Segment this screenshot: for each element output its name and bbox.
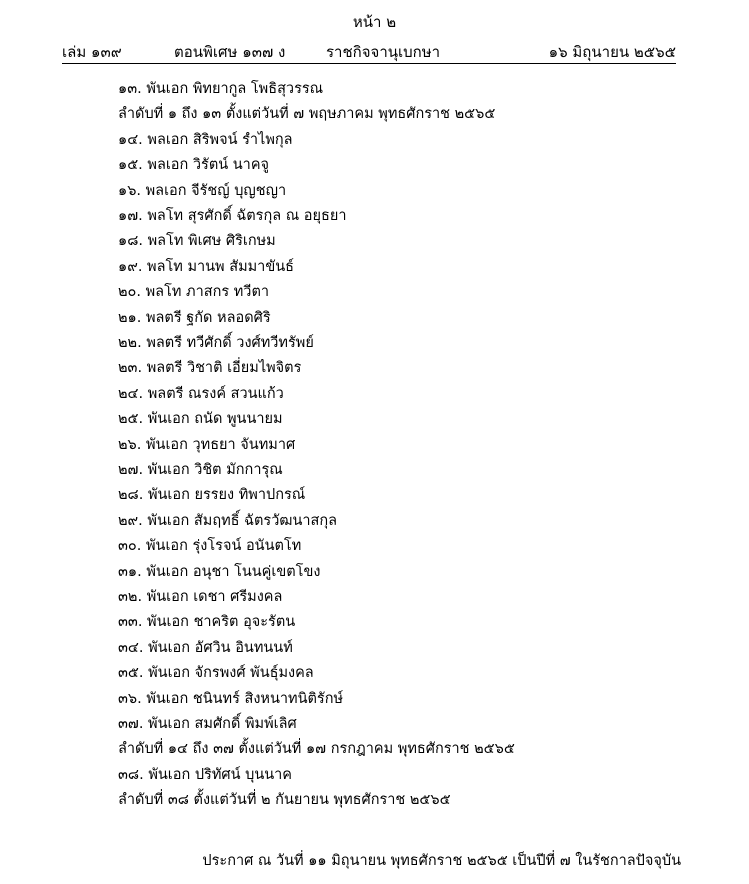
- list-item: ๑๙. พลโท มานพ สัมมาขันธ์: [118, 259, 295, 275]
- list-item: ๒๗. พันเอก วิชิต มักการุณ: [118, 462, 283, 478]
- list-item: ๑๕. พลเอก วิรัตน์ นาคจู: [118, 157, 270, 173]
- list-item: ๒๐. พลโท ภาสกร ทวีตา: [118, 284, 270, 300]
- list-item: ๓๕. พันเอก จักรพงศ์ พันธุ์มงคล: [118, 665, 314, 681]
- list-item: ๓๒. พันเอก เดชา ศรีมงคล: [118, 589, 283, 605]
- effective-date-line: ลำดับที่ ๓๘ ตั้งแต่วันที่ ๒ กันยายน พุทธศักราช ๒๕๖๕: [118, 792, 451, 808]
- header-issue: ตอนพิเศษ ๑๓๗ ง: [174, 43, 286, 61]
- list-item: ๓๐. พันเอก รุ่งโรจน์ อนันตโท: [118, 538, 302, 554]
- list-item: ๓๗. พันเอก สมศักดิ์ พิมพ์เลิศ: [118, 716, 297, 732]
- list-item: ๒๕. พันเอก ถนัด พูนนายม: [118, 411, 283, 427]
- list-item: ๒๒. พลตรี ทวีศักดิ์ วงศ์ทวีทรัพย์: [118, 335, 314, 351]
- list-item: ๒๘. พันเอก ยรรยง ทิพาปกรณ์: [118, 487, 306, 503]
- list-item: ๑๓. พันเอก พิทยากูล โพธิสุวรรณ: [118, 81, 324, 97]
- list-item: ๑๖. พลเอก จีรัชญ์ บุญชญา: [118, 183, 287, 199]
- header-publication: ราชกิจจานุเบกษา: [326, 43, 441, 61]
- list-item: ๒๑. พลตรี ฐกัด หลอดศิริ: [118, 310, 271, 326]
- effective-date-line: ลำดับที่ ๑ ถึง ๑๓ ตั้งแต่วันที่ ๗ พฤษภาคม พุทธศักราช ๒๕๖๕: [118, 106, 496, 122]
- header-volume: เล่ม ๑๓๙: [62, 43, 122, 61]
- list-item: ๓๑. พันเอก อนุชา โนนคู่เขตโขง: [118, 564, 321, 580]
- list-item: ๑๘. พลโท พิเศษ ศิริเกษม: [118, 233, 276, 249]
- effective-date-line: ลำดับที่ ๑๔ ถึง ๓๗ ตั้งแต่วันที่ ๑๗ กรกฎาคม พุทธศักราช ๒๕๖๕: [118, 741, 515, 757]
- list-item: ๒๖. พันเอก วุทธยา จันทมาศ: [118, 437, 296, 453]
- proclamation-date: ประกาศ ณ วันที่ ๑๑ มิถุนายน พุทธศักราช ๒๕๖๕ เป็นปีที่ ๗ ในรัชกาลปัจจุบัน: [202, 853, 681, 869]
- gazette-header: [62, 40, 676, 60]
- list-item: ๒๓. พลตรี วิชาติ เอี่ยมไพจิตร: [118, 360, 302, 376]
- list-item: ๓๖. พันเอก ชนินทร์ สิงหนาทนิติรักษ์: [118, 691, 344, 707]
- header-rule: [62, 63, 676, 64]
- list-item: ๑๔. พลเอก สิริพจน์ รำไพกุล: [118, 132, 293, 148]
- list-item: ๓๔. พันเอก อัศวิน อินทนนท์: [118, 640, 293, 656]
- header-date: ๑๖ มิถุนายน ๒๕๖๕: [548, 43, 676, 61]
- list-item: ๑๗. พลโท สุรศักดิ์ ฉัตรกุล ณ อยุธยา: [118, 208, 347, 224]
- list-item: ๓๓. พันเอก ชาคริต อุจะรัตน: [118, 614, 296, 630]
- list-item: ๓๘. พันเอก ปริทัศน์ บุนนาค: [118, 767, 292, 783]
- list-item: ๒๙. พันเอก สัมฤทธิ์ ฉัตรวัฒนาสกุล: [118, 513, 338, 529]
- page-number: หน้า ๒: [352, 13, 397, 31]
- list-item: ๒๔. พลตรี ณรงค์ สวนแก้ว: [118, 386, 284, 402]
